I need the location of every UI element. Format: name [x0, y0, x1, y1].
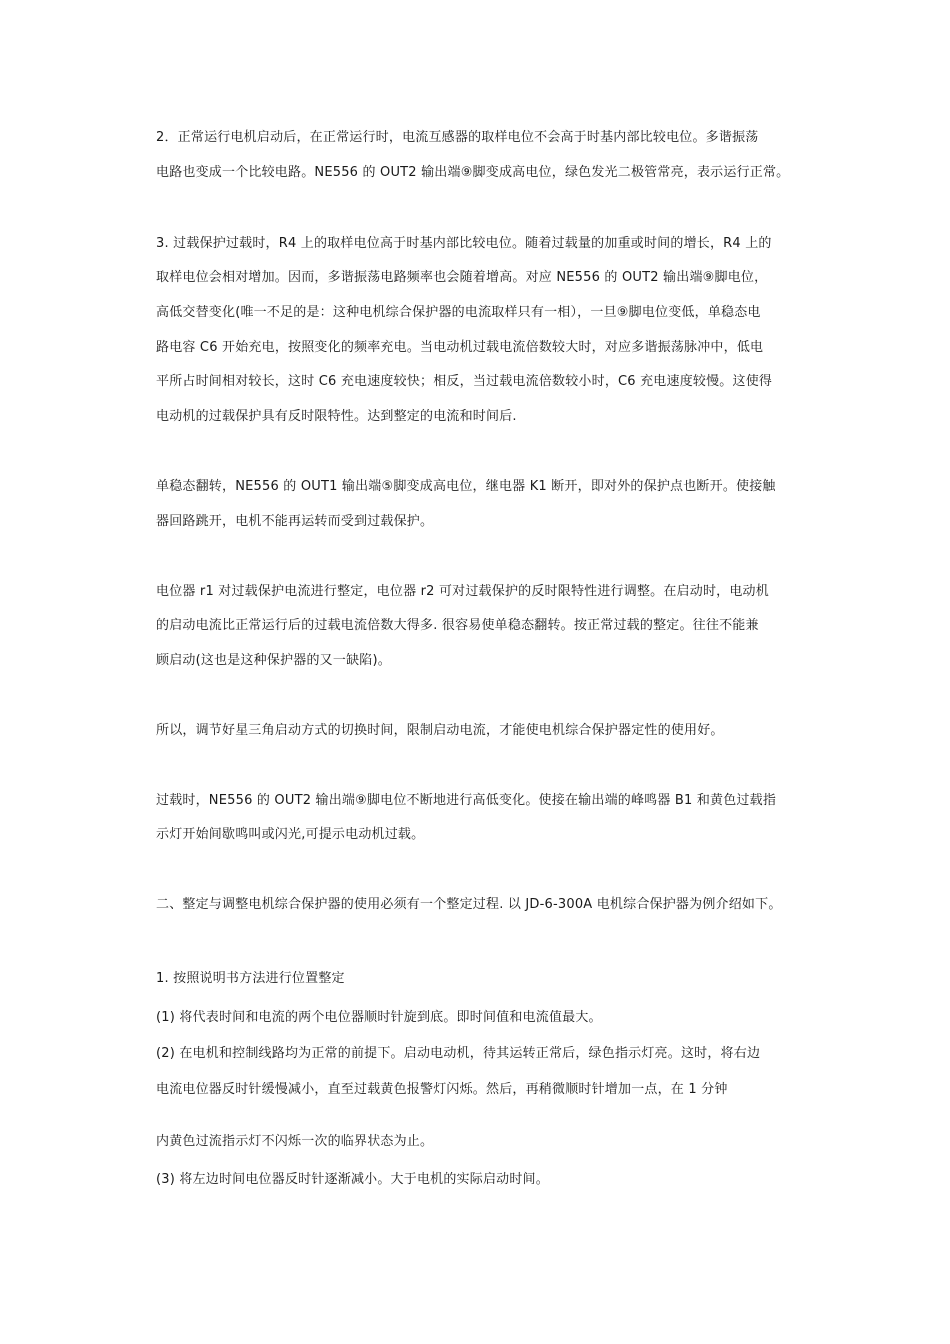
paragraph-line: 路电容 C6 开始充电，按照变化的频率充电。当电动机过载电流倍数较大时，对应多谐振荡脉冲中，低电 — [156, 340, 764, 355]
paragraph-line: 3. 过载保护过载时，R4 上的取样电位高于时基内部比较电位。随着过载量的加重或时间的增长，R4 上的 — [156, 236, 772, 251]
step-item: (2) 在电机和控制线路均为正常的前提下。启动电动机，待其运转正常后，绿色指示灯亮。这时，将右边 — [156, 1046, 761, 1061]
paragraph-line: 取样电位会相对增加。因而，多谐振荡电路频率也会随着增高。对应 NE556 的 OUT2 输出端⑨脚电位， — [156, 270, 768, 285]
paragraph-line: 电动机的过载保护具有反时限特性。达到整定的电流和时间后. — [156, 409, 517, 424]
step-item: 电流电位器反时针缓慢减小，直至过载黄色报警灯闪烁。然后，再稍微顺时针增加一点，在 1 分钟 — [156, 1082, 728, 1097]
section-heading: 二、整定与调整电机综合保护器的使用必须有一个整定过程. 以 JD-6-300A 电机综合保护器为例介绍如下。 — [156, 897, 782, 912]
paragraph-line: 所以，调节好星三角启动方式的切换时间，限制启动电流，才能使电机综合保护器定性的使用好。 — [156, 723, 724, 738]
paragraph-line: 高低交替变化(唯一不足的是：这种电机综合保护器的电流取样只有一相），一旦⑨脚电位变低，单稳态电 — [156, 305, 761, 320]
step-item: (3) 将左边时间电位器反时针逐渐减小。大于电机的实际启动时间。 — [156, 1172, 549, 1187]
paragraph-line: 示灯开始间歇鸣叫或闪光,可提示电动机过载。 — [156, 827, 425, 842]
step-item: 内黄色过流指示灯不闪烁一次的临界状态为止。 — [156, 1134, 434, 1149]
paragraph-line: 过载时，NE556 的 OUT2 输出端⑨脚电位不断地进行高低变化。使接在输出端的峰鸣器 B1 和黄色过载指 — [156, 793, 777, 808]
paragraph-line: 电位器 r1 对过载保护电流进行整定，电位器 r2 可对过载保护的反时限特性进行调整。在启动时，电动机 — [156, 584, 769, 599]
paragraph-line: 电路也变成一个比较电路。NE556 的 OUT2 输出端⑨脚变成高电位，绿色发光二极管常亮，表示运行正常。 — [156, 165, 790, 180]
step-item: (1) 将代表时间和电流的两个电位器顺时针旋到底。即时间值和电流值最大。 — [156, 1010, 602, 1025]
paragraph-line: 平所占时间相对较长，这时 C6 充电速度较快；相反，当过载电流倍数较小时，C6 充电速度较慢。这使得 — [156, 374, 773, 389]
step-heading: 1. 按照说明书方法进行位置整定 — [156, 971, 345, 986]
paragraph-line: 单稳态翻转，NE556 的 OUT1 输出端⑤脚变成高电位，继电器 K1 断开，即对外的保护点也断开。使接触 — [156, 479, 776, 494]
paragraph-line: 器回路跳开，电机不能再运转而受到过载保护。 — [156, 514, 434, 529]
paragraph-line: 2．正常运行电机启动后，在正常运行时，电流互感器的取样电位不会高于时基内部比较电位。多谐振荡 — [156, 130, 759, 145]
paragraph-line: 顾启动(这也是这种保护器的又一缺陷)。 — [156, 653, 391, 668]
paragraph-line: 的启动电流比正常运行后的过载电流倍数大得多. 很容易使单稳态翻转。按正常过载的整定。往往不能兼 — [156, 618, 759, 633]
